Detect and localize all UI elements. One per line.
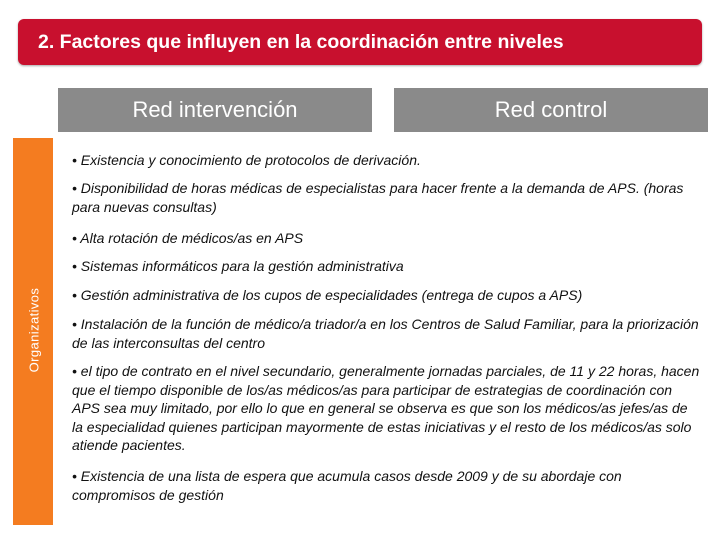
tab-label: Red intervención xyxy=(132,97,298,122)
category-label: Organizativos xyxy=(26,287,42,373)
bullet-item: • Disponibilidad de horas médicas de especialistas para hacer frente a la demanda de APS. (horas para nuevas consultas) xyxy=(72,180,684,215)
bullet-item: • Gestión administrativa de los cupos de especialidades (entrega de cupos a APS) xyxy=(72,287,583,303)
tab-red-control xyxy=(394,88,708,132)
tab-label: Red control xyxy=(494,97,608,122)
bullet-item: • Alta rotación de médicos/as en APS xyxy=(72,230,304,246)
bullet-item: • Instalación de la función de médico/a triador/a en los Centros de Salud Familiar, para la priorización de las interconsultas del centro xyxy=(72,316,699,351)
slide-title: 2. Factores que influyen en la coordinación entre niveles xyxy=(38,31,564,53)
title-bar xyxy=(18,19,702,65)
bullet-item: • Existencia de una lista de espera que acumula casos desde 2009 y de su abordaje con compromisos de gestión xyxy=(72,468,622,503)
bullet-item: • el tipo de contrato en el nivel secundario, generalmente jornadas parciales, de 11 y 22 horas, hacen que el tiempo disponible de los/as médicos/as para participar de estrategias de coordinación con APS sea muy limitado, por ello lo que en general se observa es que son los médicos/as jefes/as de la especialidad quienes participan mayormente de estas iniciativas y el resto de los médicos/as solo atiende pacientes. xyxy=(72,363,700,453)
tab-red-intervencion xyxy=(58,88,372,132)
bullet-item: • Sistemas informáticos para la gestión administrativa xyxy=(72,258,404,274)
bullet-item: • Existencia y conocimiento de protocolos de derivación. xyxy=(72,152,421,168)
